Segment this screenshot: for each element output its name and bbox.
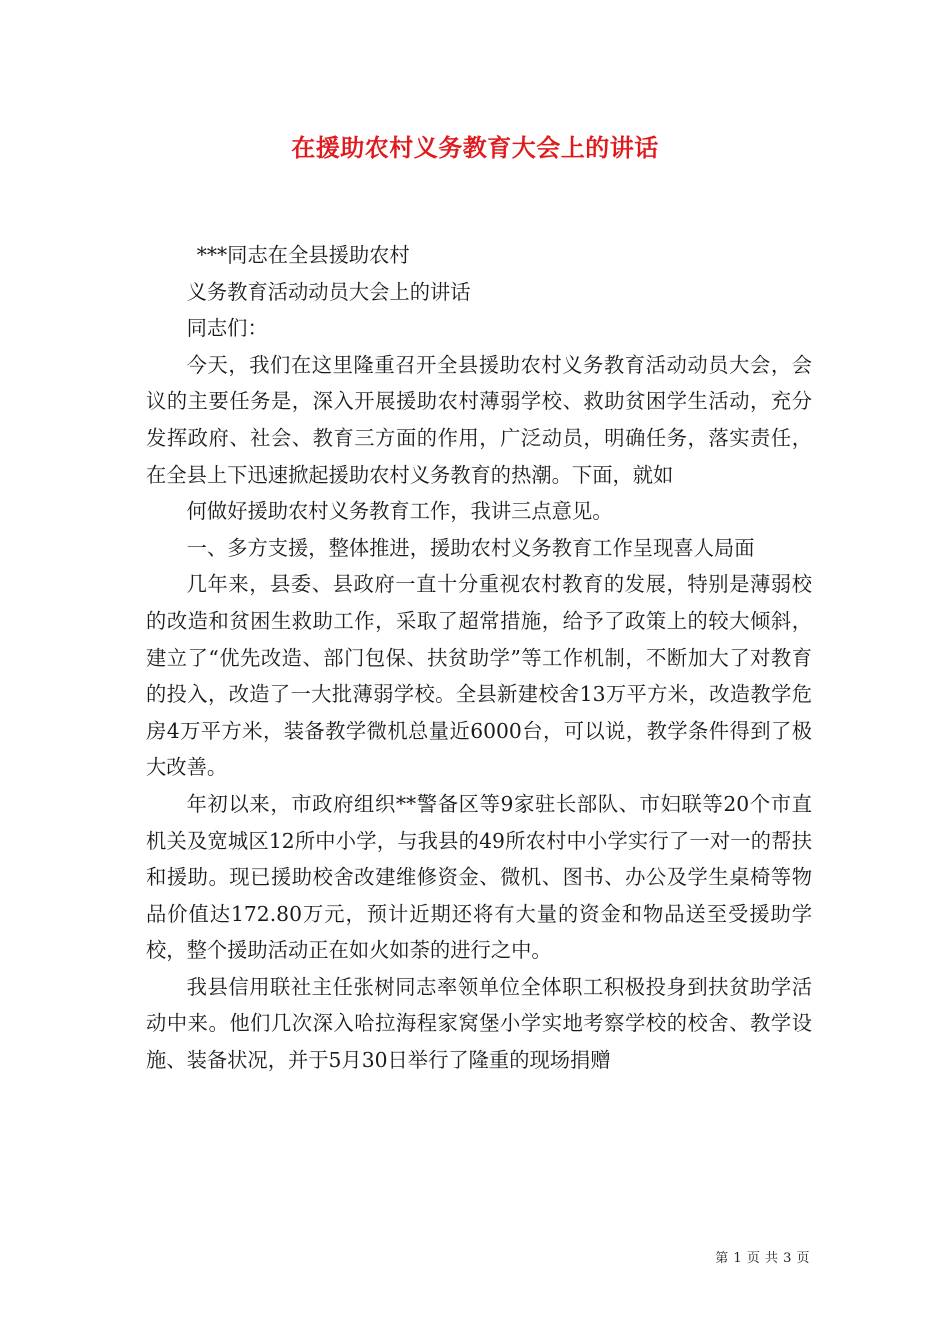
paragraph-achievements: 几年来，县委、县政府一直十分重视农村教育的发展，特别是薄弱校的改造和贫困生救助工作，采取了超常措施，给予了政策上的较大倾斜，建立了“优先改造、部门包保、扶贫助学”等工作机制，不断加大了对教育的投入，改造了一大批薄弱学校。全县新建校舍13万平方米，改造教学危房4万平方米，装备教学微机总量近6000台，可以说，教学条件得到了极大改善。 — [146, 572, 812, 780]
section-heading-1: 一、多方支援，整体推进，援助农村义务教育工作呈现喜人局面 — [186, 535, 755, 560]
paragraph-occasion: 义务教育活动动员大会上的讲话 — [186, 279, 471, 304]
document-body — [146, 237, 812, 1079]
paragraph-intro: 今天，我们在这里隆重召开全县援助农村义务教育活动动员大会，会议的主要任务是，深入开展援助农村薄弱学校、救助贫困学生活动，充分发挥政府、社会、教育三方面的作用，广泛动员，明确任务，落实责任，在全县上下迅速掀起援助农村义务教育的热潮。下面，就如 — [146, 352, 812, 487]
paragraph-credit-union: 我县信用联社主任张树同志率领单位全体职工积极投身到扶贫助学活动中来。他们几次深入哈拉海程家窝堡小学实地考察学校的校舍、教学设施、装备状况，并于5月30日举行了隆重的现场捐赠 — [146, 974, 812, 1073]
paragraph-speaker: ***同志在全县援助农村 — [196, 243, 410, 267]
paragraph-salutation: 同志们： — [186, 316, 268, 341]
paragraph-intro-continued: 何做好援助农村义务教育工作，我讲三点意见。 — [186, 499, 613, 524]
paragraph-city-support: 年初以来，市政府组织**警备区等9家驻长部队、市妇联等20个市直机关及宽城区12所中小学，与我县的49所农村中小学实行了一对一的帮扶和援助。现已援助校舍改建维修资金、微机、图书、办公及学生桌椅等物品价值达172.80万元，预计近期还将有大量的资金和物品送至受援助学校，整个援助活动正在如火如荼的进行之中。 — [146, 791, 812, 963]
page-number: 第 1 页 共 3 页 — [715, 1251, 810, 1266]
document-title: 在援助农村义务教育大会上的讲话 — [291, 133, 659, 162]
